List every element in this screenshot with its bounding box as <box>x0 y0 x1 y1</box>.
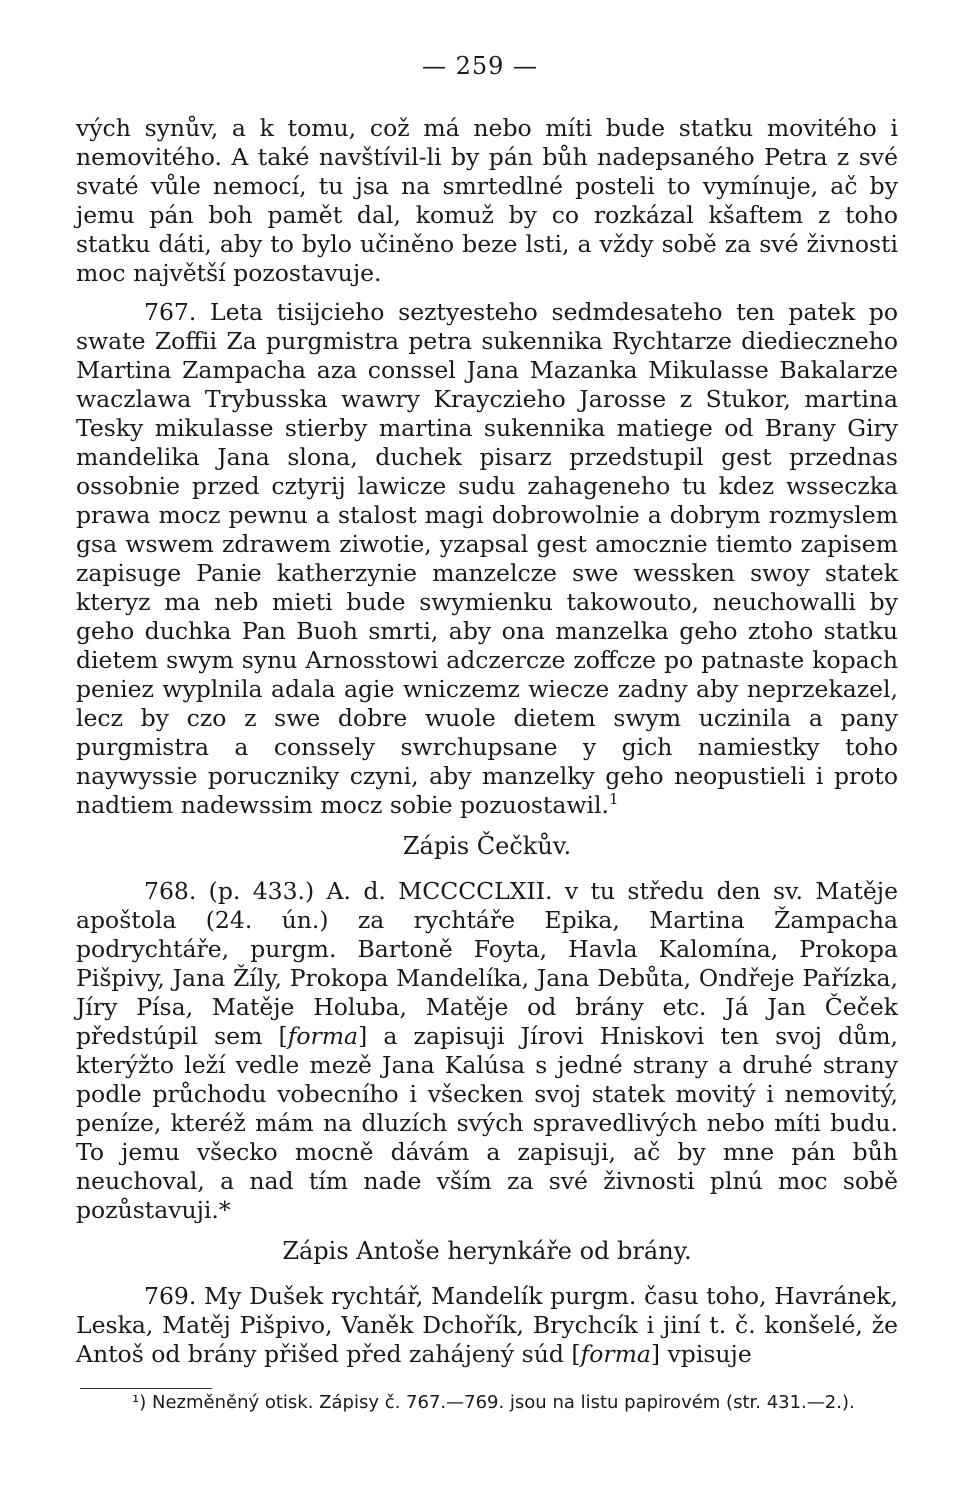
paragraph-769-text-b: ] vpisuje <box>650 1340 752 1368</box>
paragraph-continuation: vých synův, a k tomu, což má nebo míti bude statku movitého i nemovitého. A také navštívil-li by pán bůh nadepsaného Petra z své svaté vůle nemocí, tu jsa na smrtedlné posteli to vymínuje, ač by jemu pán boh pamět dal, komuž by co rozkázal kšaftem z toho statku dáti, aby to bylo učiněno beze lsti, a vždy sobě za své živnosti moc najvětší pozostavuje. <box>76 114 898 287</box>
paragraph-769 <box>76 1282 898 1369</box>
paragraph-769-forma: forma <box>580 1340 651 1368</box>
paragraph-768-text-a: 768. (p. 433.) A. d. MCCCCLXII. v tu středu den sv. Matěje apoštola (24. ún.) za rychtáře Epika, Martina Žampacha podrychtáře, purgm. Bartoně Foyta, Havla Kalomína, Prokopa Pišpivy, Jana Žíly, Prokopa Mandelíka, Jana Debůta, Ondřeje Pařízka, Jíry Písa, Matěje Holuba, Matěje od brány etc. Já Jan Čeček předstúpil sem [ <box>76 877 898 1050</box>
footnote <box>76 1390 898 1415</box>
document-body <box>76 114 898 1369</box>
page-number: — 259 — <box>421 52 539 80</box>
section-heading-antose: Zápis Antoše herynkáře od brány. <box>282 1237 692 1265</box>
paragraph-769-text-a: 769. My Dušek rychtář, Mandelík purgm. času toho, Havránek, Leska, Matěj Pišpivo, Vaněk Dchořík, Brychcík i jiní t. č. konšelé, že Antoš od brány přišed před zahájený súd [ <box>76 1282 898 1368</box>
paragraph-767-text: 767. Leta tisijcieho seztyesteho sedmdesateho ten patek po swate Zoffii Za purgmistra petra sukennika Rychtarze diedieczneho Martina Zampacha aza conssel Jana Mazanka Mikulasse Bakalarze waczlawa Trybusska wawry Kraycziеho Jarosse z Stukor, martina Tesky mikulasse stierby martina sukennika matiege od Brany Giry mandelika Jana slona, duchek pisarz przedstupil gest przednas ossobnie przed cztyrij lawicze sudu zahageneho tu kdez wsseczka prawa mocz pewnu a stalost magi dobrowolnie a dobrym rozmyslem gsa wswem zdrawem ziwotie, yzapsal gest amocznie tiemto zapisem zapisuge Panie katherzynie manzelcze swe wessken swoy statek kteryz ma neb mieti bude swymienku takowouto, neuchowalli by geho duchka Pan Buoh smrti, aby ona manzelka geho ztoho statku dietem swym synu Arnosstowi adczercze zoffcze po patnaste kopach peniez wyplnila adala agie wniczemz wiecze zadny aby neprzekazel, lecz by czo z swe dobre wuole dietem swym uczinila a pany purgmistra a conssely swrchupsane y gich namiestky toho naywyssie porucznіky czyni, aby manzelky geho neopustieli i proto nadtiem nadewssim mocz sobie pozuostawil. <box>76 298 898 819</box>
footnote-marker: 1 <box>608 790 619 809</box>
footnote-mark: ¹) <box>132 1392 147 1413</box>
paragraph-768-text-b: ] a zapisuji Jírovi Hniskovi ten svoj dům, kterýžto leží vedle mezě Jana Kalúsa s jedné strany a druhé strany podle průchodu vobecního i všecken svoj statek movitý i nemovitý, peníze, kteréž mám na dluzích svých spravedlivých nebo míti budu. To jemu všecko mocně dávám a zapisuji, ač by mne pán bůh neuchoval, a nad tím nade vším za své živnosti plnú moc sobě pozůstavuji.* <box>76 1022 898 1224</box>
paragraph-768 <box>76 877 898 1225</box>
section-heading-ceckuv: Zápis Čečkův. <box>402 832 572 860</box>
paragraph-767 <box>76 298 898 820</box>
paragraph-768-forma: forma <box>287 1022 359 1050</box>
footnote-text: Nezměněný otisk. Zápisy č. 767.—769. jsou na listu papirovém (str. 431.—2.). <box>151 1392 855 1413</box>
footnote-divider <box>80 1388 212 1389</box>
